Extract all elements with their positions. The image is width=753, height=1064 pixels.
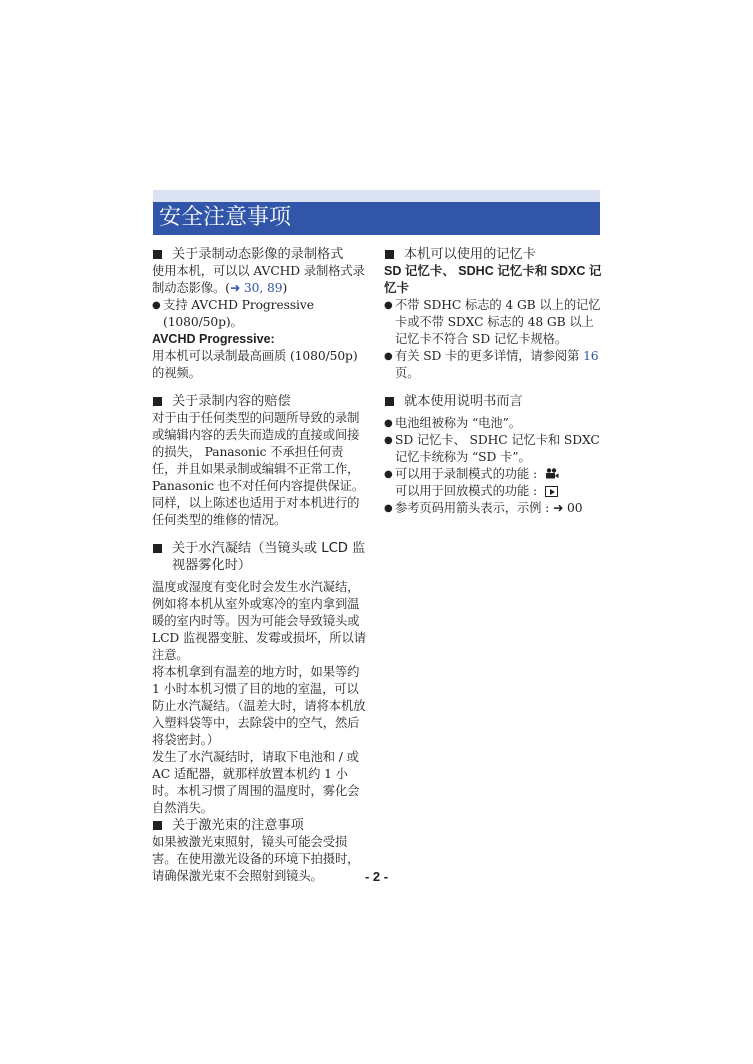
bullet-dot-icon: ● <box>384 300 393 311</box>
bullet-mode-icons: ● 可以用于录制模式的功能 : 可以用于回放模式的功能 : <box>384 466 602 500</box>
page-link-16[interactable]: 16 <box>583 349 599 363</box>
bullet-sd-card-term: ● SD 记忆卡、 SDHC 记忆卡和 SDXC 记忆卡统称为 “SD 卡”。 <box>384 433 600 464</box>
avchd-progressive-text: 用本机可以录制最高画质 (1080/50p) 的视频。 <box>152 349 358 380</box>
bullet-page-reference: ● 参考页码用箭头表示，示例 : ➜ 00 <box>384 501 583 515</box>
condensation-text-3: 发生了水汽凝结时，请取下电池和 / 或 AC 适配器，就那样放置本机约 1 小时。本机习惯了周围的温度时，雾化会自然消失。 <box>152 750 360 815</box>
section-title-laser: 关于激光束的注意事项 <box>152 817 366 834</box>
laser-text: 如果被激光束照射，镜头可能会受损害。在使用激光设备的环境下拍摄时，请确保激光束不会照射到镜头。 <box>152 835 360 883</box>
bullet-card-details: ● 有关 SD 卡的更多详情，请参阅第 16 页。 <box>384 349 599 380</box>
bullet-avchd-support: ● 支持 AVCHD Progressive (1080/50p)。 <box>152 298 314 329</box>
square-bullet-icon <box>153 250 162 259</box>
page-link-30[interactable]: ➜ 30 <box>229 281 260 295</box>
compensation-text: 对于由于任何类型的问题所导致的录制或编辑内容的丢失而造成的直接或间接的损失， Panasonic 不承担任何责任，并且如果录制或编辑不正常工作， Panasonic 也不对任何内容提供保证。同样，以上陈述也适用于对本机进行的任何类型的维修的情况。 <box>152 411 365 527</box>
square-bullet-icon <box>153 821 162 830</box>
playback-icon <box>545 486 558 497</box>
bullet-dot-icon: ● <box>384 469 393 480</box>
right-column <box>384 246 602 517</box>
bullet-dot-icon: ● <box>384 435 393 446</box>
page-title-bar <box>153 190 600 235</box>
square-bullet-icon <box>385 250 394 259</box>
square-bullet-icon <box>153 544 162 553</box>
section-title-memory-cards: 本机可以使用的记忆卡 <box>384 246 602 263</box>
video-camera-icon <box>545 468 559 479</box>
avchd-progressive-label: AVCHD Progressive: <box>152 332 275 346</box>
recording-format-text: 使用本机，可以以 AVCHD 录制格式录制动态影像。(➜ 30, 89) <box>152 264 365 295</box>
square-bullet-icon <box>153 397 162 406</box>
page-title: 安全注意事项 <box>153 202 600 235</box>
section-title-compensation: 关于录制内容的赔偿 <box>152 393 366 410</box>
section-title-recording-format: 关于录制动态影像的录制格式 <box>152 246 366 263</box>
bullet-dot-icon: ● <box>384 351 393 362</box>
page-number: - 2 - <box>364 869 389 884</box>
title-top-strip <box>153 190 600 202</box>
section-title-condensation: 关于水汽凝结（当镜头或 LCD 监视器雾化时） <box>152 540 366 574</box>
bullet-battery-term: ● 电池组被称为 “电池”。 <box>384 416 521 430</box>
bullet-dot-icon: ● <box>384 503 393 514</box>
bullet-dot-icon: ● <box>152 300 161 311</box>
condensation-text-1: 温度或湿度有变化时会发生水汽凝结，例如将本机从室外或寒冷的室内拿到温暖的室内时等。因为可能会导致镜头或 LCD 监视器变脏、发霉或损坏，所以请注意。 <box>152 580 366 662</box>
bullet-card-spec: ● 不带 SDHC 标志的 4 GB 以上的记忆卡或不带 SDXC 标志的 48 GB 以上记忆卡不符合 SD 记忆卡规格。 <box>384 298 601 346</box>
left-column <box>152 246 366 885</box>
sd-cards-label: SD 记忆卡、 SDHC 记忆卡和 SDXC 记忆卡 <box>384 264 602 295</box>
condensation-text-2: 将本机拿到有温差的地方时，如果等约 1 小时本机习惯了目的地的室温，可以防止水汽凝结。（温差大时，请将本机放入塑料袋等中，去除袋中的空气，然后将袋密封。） <box>152 665 366 747</box>
page-link-89[interactable]: 89 <box>267 281 283 295</box>
section-title-manual-conventions: 就本使用说明书而言 <box>384 393 602 410</box>
square-bullet-icon <box>385 397 394 406</box>
bullet-dot-icon: ● <box>384 418 393 429</box>
